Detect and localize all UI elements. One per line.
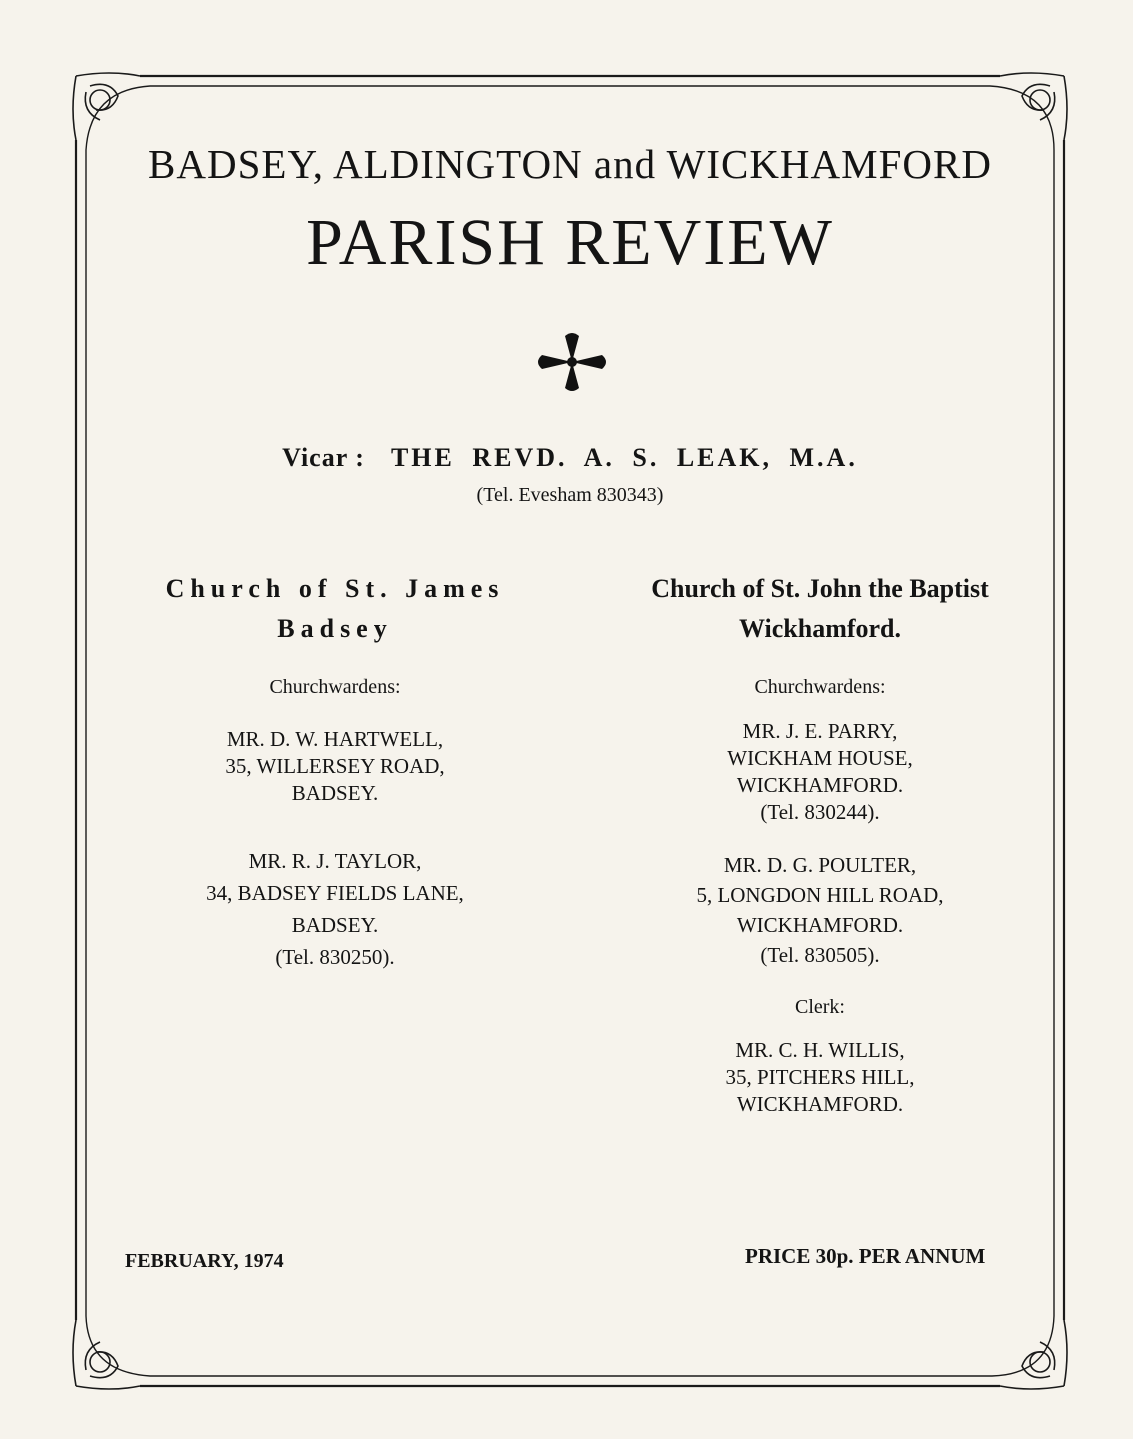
address-line: BADSEY. — [291, 913, 379, 937]
right-church-place-wrap — [605, 614, 1035, 644]
address-line: WICKHAMFORD. — [736, 773, 904, 797]
church-st-john-place: Wickhamford. — [738, 614, 902, 643]
price-notice: PRICE 30p. PER ANNUM — [745, 1244, 986, 1268]
clerk-label: Clerk: — [795, 996, 845, 1018]
vicar-label: Vicar : — [282, 443, 365, 472]
address-line: 35, WILLERSEY ROAD, — [225, 754, 445, 778]
corner-ornament-top-right — [1000, 73, 1067, 140]
left-church-place-wrap — [120, 614, 550, 644]
address-line: BADSEY. — [291, 781, 379, 805]
address-line: WICKHAMFORD. — [736, 1092, 904, 1116]
address-line: 34, BADSEY FIELDS LANE, — [206, 881, 464, 905]
left-warden-1 — [120, 726, 550, 807]
address-line: WICKHAMFORD. — [736, 913, 904, 937]
clerk-details — [605, 1037, 1035, 1118]
address-line: MR. J. E. PARRY, — [742, 719, 898, 743]
address-line: 5, LONGDON HILL ROAD, — [696, 883, 944, 907]
corner-ornament-bottom-left — [73, 1320, 140, 1389]
telephone-line: (Tel. 830505). — [760, 943, 880, 967]
telephone-line: (Tel. 830250). — [275, 945, 395, 969]
left-churchwardens-label: Churchwardens: — [269, 676, 401, 698]
church-st-james-title: Church of St. James — [165, 574, 505, 603]
address-line: MR. D. W. HARTWELL, — [226, 727, 444, 751]
left-warden-2 — [120, 848, 550, 971]
church-st-john-title: Church of St. John the Baptist — [651, 574, 989, 603]
address-line: 35, PITCHERS HILL, — [725, 1065, 915, 1089]
address-line: WICKHAM HOUSE, — [727, 746, 913, 770]
issue-date: FEBRUARY, 1974 — [125, 1250, 284, 1272]
right-church-name — [605, 574, 1035, 604]
address-line: MR. C. H. WILLIS, — [735, 1038, 905, 1062]
church-st-james-place: Badsey — [277, 614, 393, 643]
vicar-name: THE REVD. A. S. LEAK, M.A. — [390, 443, 858, 472]
page-title: PARISH REVIEW — [306, 206, 834, 279]
vicar-line — [200, 443, 940, 473]
cross-pattee-icon — [532, 328, 612, 396]
address-line: MR. D. G. POULTER, — [723, 853, 917, 877]
corner-ornament-top-left — [73, 73, 140, 140]
right-churchwardens-label: Churchwardens: — [754, 676, 886, 698]
right-warden-2 — [605, 852, 1035, 969]
right-warden-1 — [605, 718, 1035, 826]
vicar-telephone: (Tel. Evesham 830343) — [476, 484, 664, 506]
telephone-line: (Tel. 830244). — [760, 800, 880, 824]
left-church-name — [120, 574, 550, 604]
address-line: MR. R. J. TAYLOR, — [248, 849, 422, 873]
corner-ornament-bottom-right — [1000, 1320, 1067, 1389]
parish-names-heading: BADSEY, ALDINGTON and WICKHAMFORD — [148, 141, 992, 187]
